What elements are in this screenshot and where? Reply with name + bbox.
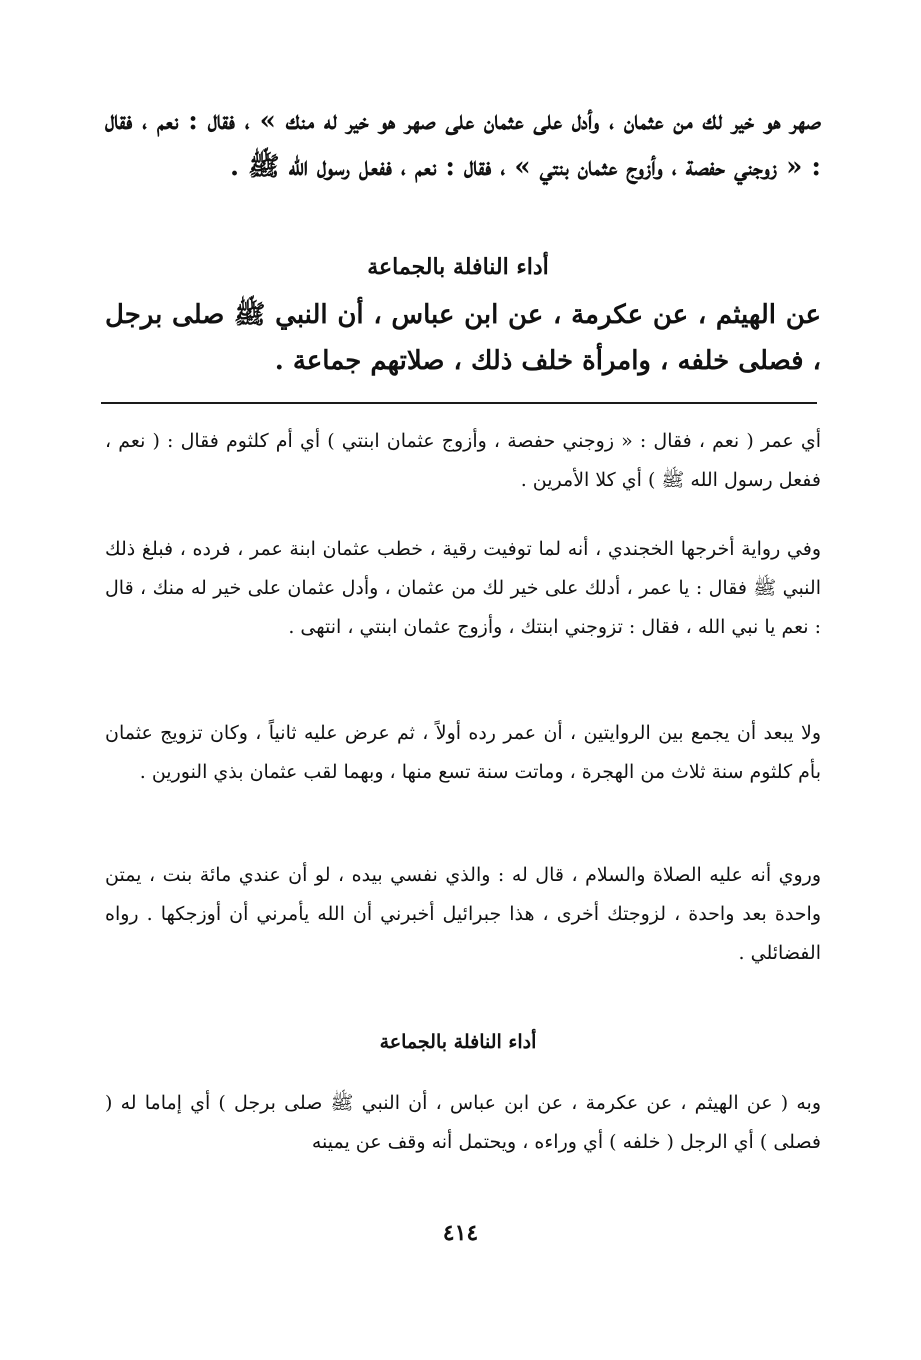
main-paragraph-1: صهر هو خير لك من عثمان ، وأدل على عثمان على صهر هو خير له منك » ، فقال : نعم ، فقال : « زوجني حفصة ، وأزوج عثمان بنتي » ، فقال : نعم ، ففعل رسول الله ﷺ . <box>105 106 821 182</box>
commentary-paragraph-2: وفي رواية أخرجها الخجندي ، أنه لما توفيت رقية ، خطب عثمان ابنة عمر ، فرده ، فبلغ ذلك النبي ﷺ فقال : يا عمر ، أدلك على خير لك من عثمان ، وأدل عثمان على خير له منك ، قال : نعم يا نبي الله ، فقال : تزوجني ابنتك ، وأزوج عثمان ابنتي ، انتهى . <box>105 538 821 638</box>
main-paragraph-2: عن الهيثم ، عن عكرمة ، عن ابن عباس ، أن النبي ﷺ صلى برجل ، فصلى خلفه ، وامرأة خلف ذلك ، صلاتهم جماعة . <box>105 300 821 376</box>
commentary-paragraph-3: ولا يبعد أن يجمع بين الروايتين ، أن عمر رده أولاً ، ثم عرض عليه ثانياً ، وكان تزويج عثمان بأم كلثوم سنة ثلاث من الهجرة ، وماتت سنة تسع منها ، وبهما لقب عثمان بذي النورين . <box>105 722 821 783</box>
page-number: ٤١٤ <box>442 1220 479 1246</box>
commentary-paragraph-4: وروي أنه عليه الصلاة والسلام ، قال له : والذي نفسي بيده ، لو أن عندي مائة بنت ، يمتن واحدة بعد واحدة ، لزوجتك أخرى ، هذا جبرائيل أخبرني أن الله يأمرني أن أوزجكها . رواه الفضائلي . <box>105 864 821 964</box>
footnote-separator <box>101 402 817 404</box>
commentary-paragraph-5: وبه ( عن الهيثم ، عن عكرمة ، عن ابن عباس ، أن النبي ﷺ صلى برجل ) أي إماما له ( فصلى ) أي الرجل ( خلفه ) أي وراءه ، ويحتمل أنه وقف عن يمينه <box>105 1092 821 1153</box>
commentary-paragraph-1: أي عمر ( نعم ، فقال : « زوجني حفصة ، وأزوج عثمان ابنتي ) أي أم كلثوم فقال : ( نعم ، ففعل رسول الله ﷺ ) أي كلا الأمرين . <box>105 430 821 491</box>
commentary-section-heading: أداء النافلة بالجماعة <box>379 1031 537 1053</box>
main-section-heading: أداء النافلة بالجماعة <box>367 254 549 280</box>
